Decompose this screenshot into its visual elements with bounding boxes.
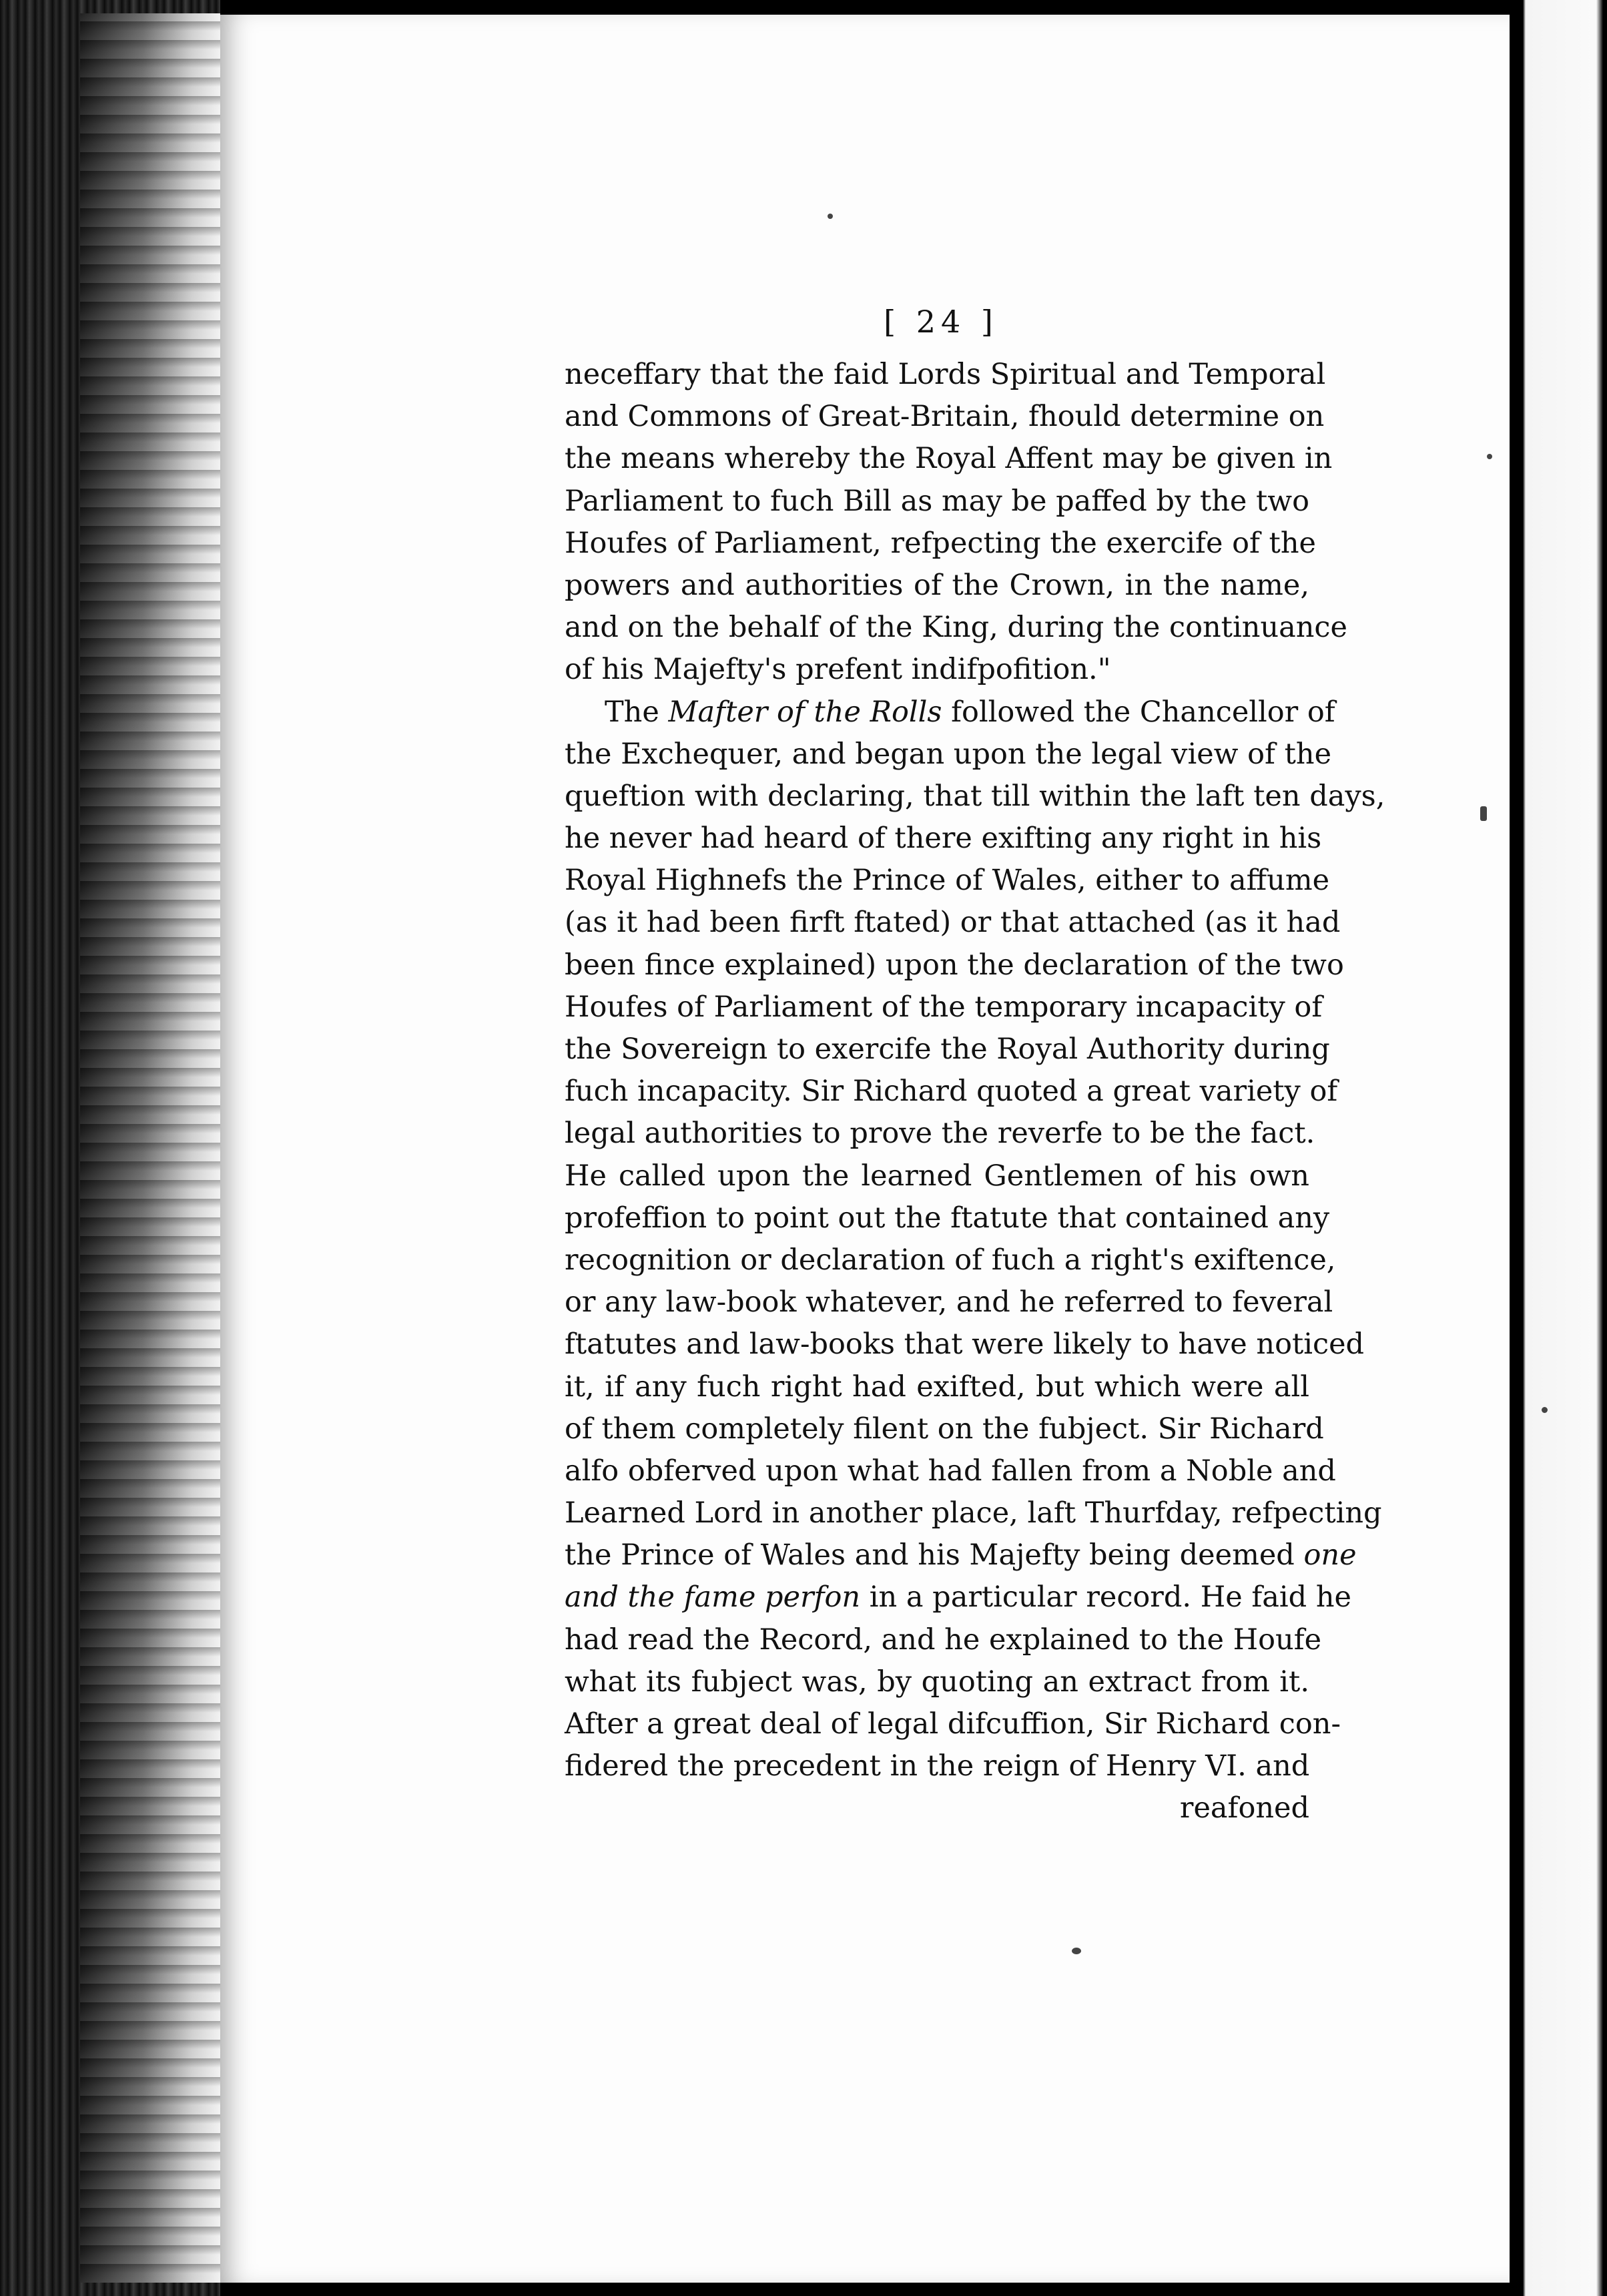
catchword: reafoned [1179, 1791, 1309, 1825]
ink-speck [828, 214, 833, 219]
text-line: profeffion to point out the ftatute that contained any [565, 1201, 1330, 1235]
text-line: queftion with declaring, that till within the laft ten days, [565, 779, 1385, 813]
text-line: powers and authorities of the Crown, in the name, [565, 568, 1309, 602]
text-line: the means whereby the Royal Affent may be given in [565, 442, 1333, 476]
text-line: he never had heard of there exifting any right in his [565, 822, 1322, 856]
text-line: Learned Lord in another place, laft Thurfday, refpecting [565, 1496, 1382, 1530]
ink-speck [1480, 806, 1487, 821]
text-line: the Sovereign to exercife the Royal Authority during [565, 1033, 1330, 1066]
text-line: the Prince of Wales and his Majefty being deemed one [565, 1538, 1357, 1572]
text-line: After a great deal of legal difcuffion, Sir Richard con- [565, 1707, 1341, 1741]
text-line: recognition or declaration of fuch a right's exiftence, [565, 1243, 1336, 1277]
text-line: fidered the precedent in the reign of Henry VI. and [565, 1749, 1310, 1783]
text-line: fuch incapacity. Sir Richard quoted a great variety of [565, 1075, 1338, 1109]
text-line: it, if any fuch right had exifted, but which were all [565, 1370, 1309, 1404]
text-line: Royal Highnefs the Prince of Wales, either to affume [565, 864, 1330, 898]
text-line: and on the behalf of the King, during the continuance [565, 611, 1347, 645]
text-line: been fince explained) upon the declaration of the two [565, 948, 1344, 982]
text-line: or any law-book whatever, and he referred to feveral [565, 1285, 1333, 1320]
ink-speck [1542, 1407, 1548, 1413]
text-line: (as it had been firft ftated) or that attached (as it had [565, 906, 1341, 940]
text-line: legal authorities to prove the reverfe to be the fact. [565, 1117, 1315, 1151]
ink-speck [1072, 1948, 1081, 1954]
text-line: had read the Record, and he explained to the Houfe [565, 1623, 1322, 1657]
text-line: and Commons of Great-Britain, fhould determine on [565, 400, 1325, 434]
text-line: of his Majefty's prefent indifpofition." [565, 653, 1111, 687]
text-line: neceffary that the faid Lords Spiritual and Temporal [565, 358, 1326, 391]
page-number: [ 24 ] [884, 304, 998, 340]
italic-run: Mafter of the Rolls [668, 695, 942, 729]
text-line: and the fame perfon in a particular record. He faid he [565, 1581, 1351, 1615]
text-line: ftatutes and law-books that were likely to have noticed [565, 1328, 1365, 1362]
text-line: He called upon the learned Gentlemen of his own [565, 1159, 1309, 1193]
text-line: of them completely filent on the fubject. Sir Richard [565, 1412, 1324, 1446]
text-line: the Exchequer, and began upon the legal view of the [565, 737, 1332, 771]
spine-page-edges [80, 13, 220, 2283]
italic-run: one [1303, 1538, 1357, 1572]
text-line: Houfes of Parliament of the temporary incapacity of [565, 990, 1323, 1024]
text-line: what its fubject was, by quoting an extract from it. [565, 1665, 1309, 1699]
ink-speck [1487, 454, 1492, 459]
facing-page-edge [1510, 0, 1607, 2296]
italic-run: and the fame perfon [565, 1581, 861, 1615]
book-spine [0, 0, 220, 2296]
text-line: Parliament to fuch Bill as may be paffed by the two [565, 484, 1309, 518]
text-line: Houfes of Parliament, refpecting the exercife of the [565, 526, 1316, 560]
body-text [565, 354, 1385, 1830]
text-line: alfo obferved upon what had fallen from a Noble and [565, 1454, 1336, 1488]
text-line: The Mafter of the Rolls followed the Chancellor of [605, 695, 1335, 729]
